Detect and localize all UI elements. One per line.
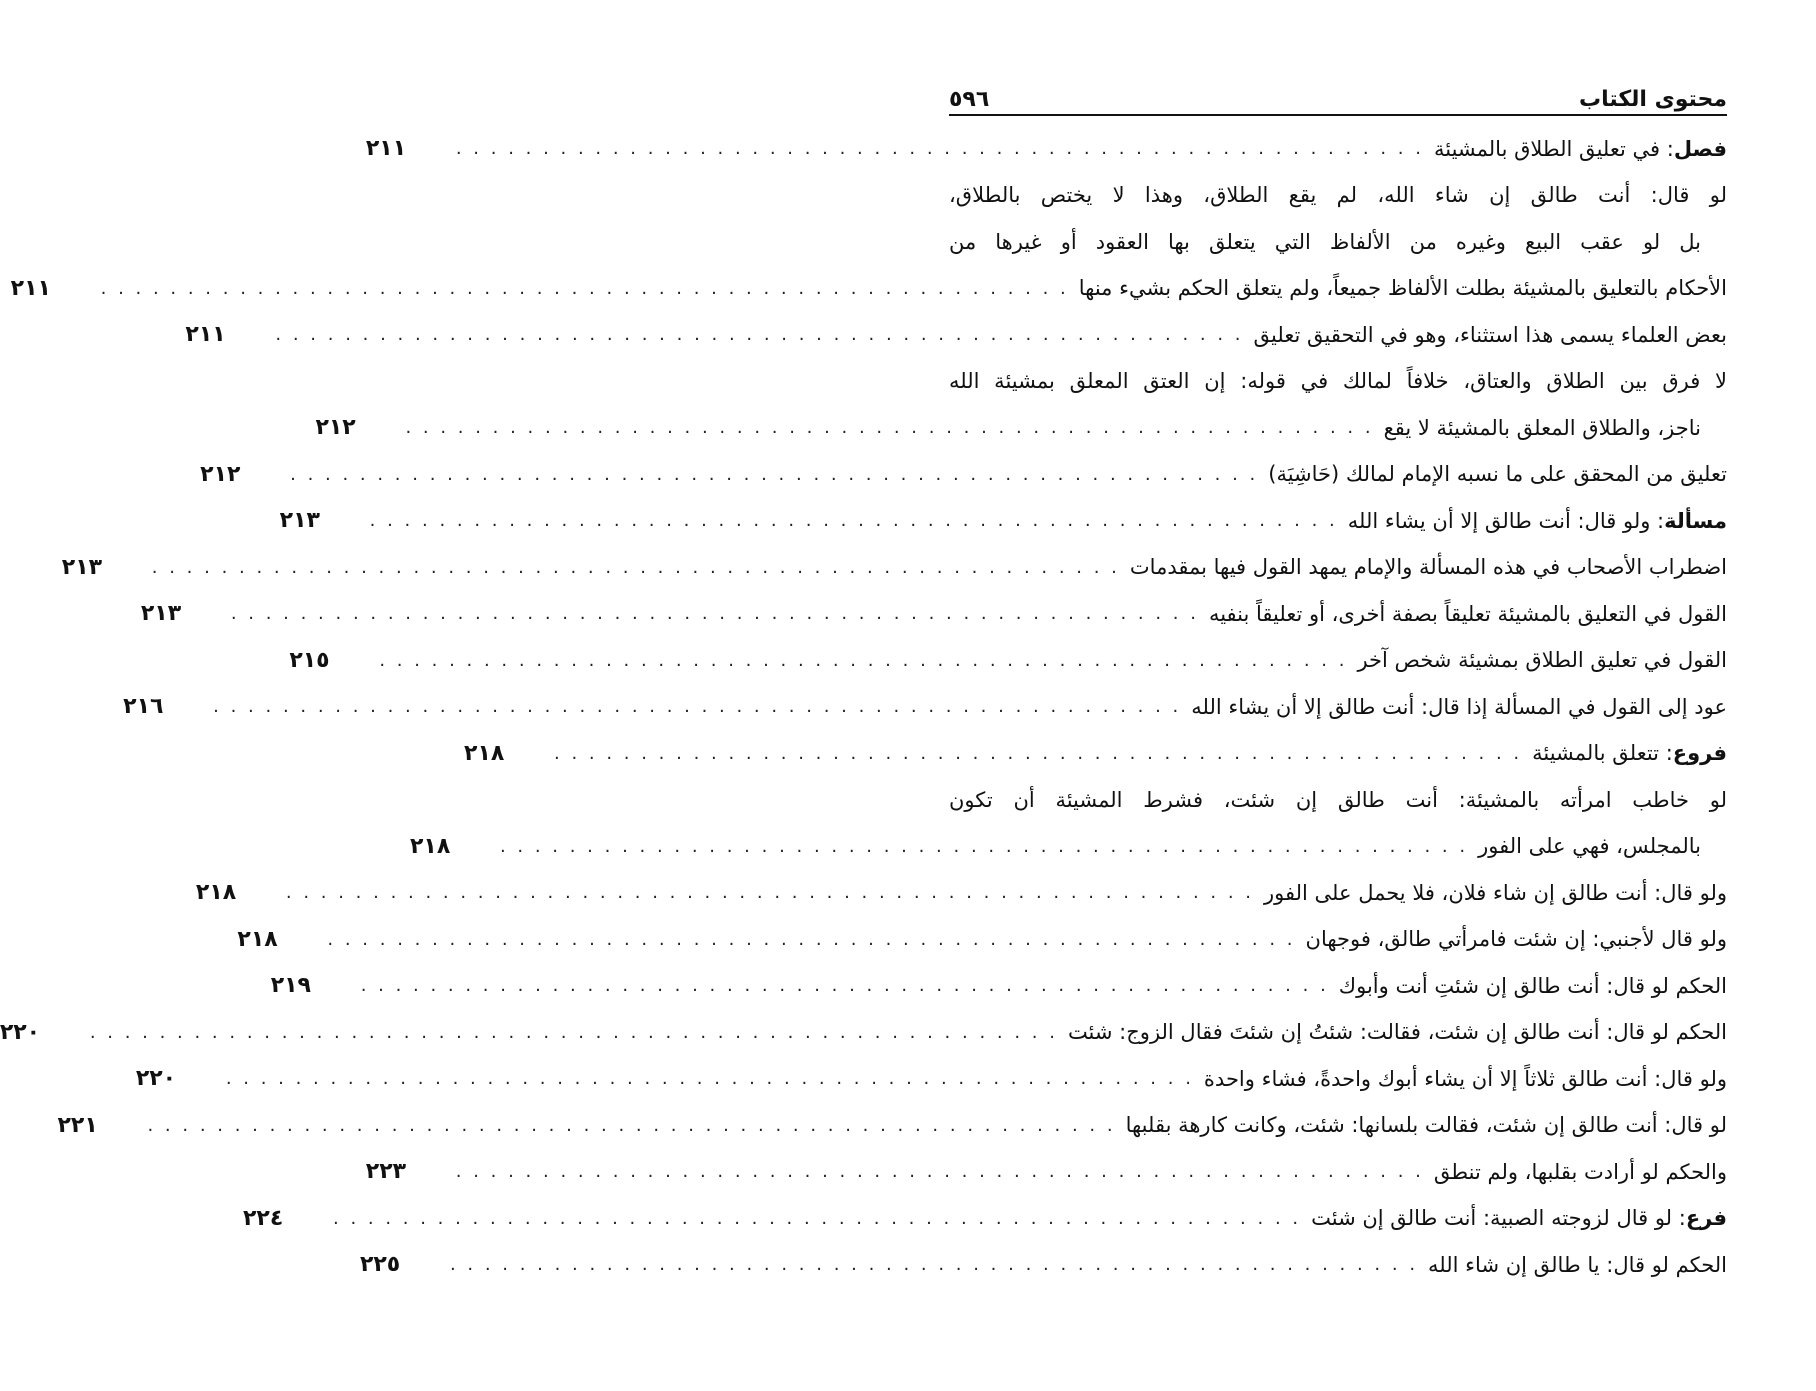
toc-entry [279,498,1727,545]
entry-text: اضطراب الأصحاب في هذه المسألة والإمام يمهد القول فيها بمقدمات [1129,555,1727,580]
toc-entry [464,731,1727,778]
entry-page-number: ٢٢٤ [243,1205,284,1231]
toc-entry [949,777,1727,824]
dot-leader: . . . . . . . . . . . . . . . . . . . . . . . . . . . . . . . . . . . . . . . . . . . . . . . . . . . . . . . . [499,835,1469,857]
toc-entry [195,870,1727,917]
entry-page-number: ٢١٩ [270,973,311,999]
entry-label [1339,974,1727,999]
entry-text: لو خاطب امرأته بالمشيئة: أنت طالق إن شئت، فشرط المشيئة أن تكون [949,787,1727,812]
entry-page-number: ٢١٢ [315,415,356,441]
entry-label [949,230,1727,255]
dot-leader: . . . . . . . . . . . . . . . . . . . . . . . . . . . . . . . . . . . . . . . . . . . . . . . . . . . . . . . . [360,975,1329,997]
entry-text: عود إلى القول في المسألة إذا قال: أنت طالق إلا أن يشاء الله [1191,694,1727,719]
dot-leader: . . . . . . . . . . . . . . . . . . . . . . . . . . . . . . . . . . . . . . . . . . . . . . . . . . . . . . . . [147,1114,1116,1136]
entry-keyword: فروع [1672,741,1727,766]
dot-leader: . . . . . . . . . . . . . . . . . . . . . . . . . . . . . . . . . . . . . . . . . . . . . . . . . . . . . . . . [455,138,1424,160]
entry-text: : لو قال لزوجته الصبية: أنت طالق إن شئت [1311,1206,1686,1231]
running-title: محتوى الكتاب [1578,87,1727,112]
entry-label [1130,555,1727,580]
entry-label [1068,1020,1727,1045]
running-header [949,82,1727,116]
dot-leader: . . . . . . . . . . . . . . . . . . . . . . . . . . . . . . . . . . . . . . . . . . . . . . . . . . . . . . . . [225,1068,1194,1090]
entry-text: لو قال: أنت طالق إن شاء الله، لم يقع الطلاق، وهذا لا يختص بالطلاق، [949,183,1727,208]
entry-label [1434,1160,1727,1185]
entry-text: لو قال: أنت طالق إن شئت، فقالت بلسانها: شئت، وكانت كارهة بقلبها [1125,1113,1727,1138]
entry-page-number: ٢١٢ [200,461,241,487]
toc-entry [185,312,1727,359]
entry-text: : في تعليق الطلاق بالمشيئة [1433,136,1674,161]
dot-leader: . . . . . . . . . . . . . . . . . . . . . . . . . . . . . . . . . . . . . . . . . . . . . . . . . . . . . . . . [455,1161,1424,1183]
entry-page-number: ٢١٥ [289,647,330,673]
page-number: ٥٩٦ [949,87,990,112]
toc-entry [949,359,1727,406]
toc-entry [243,1196,1727,1243]
toc-entry [315,405,1727,452]
dot-leader: . . . . . . . . . . . . . . . . . . . . . . . . . . . . . . . . . . . . . . . . . . . . . . . . . . . . . . . . [290,463,1259,485]
entry-label [1478,834,1727,859]
entry-page-number: ٢١١ [365,136,407,162]
entry-page-number: ٢٢٠ [135,1066,177,1092]
toc-entry [237,917,1727,964]
entry-label [1268,462,1727,487]
entry-text: ولو قال: أنت طالق ثلاثاً إلا أن يشاء أبوك واحدةً، فشاء واحدة [1203,1066,1727,1091]
entry-label [949,183,1727,208]
dot-leader: . . . . . . . . . . . . . . . . . . . . . . . . . . . . . . . . . . . . . . . . . . . . . . . . . . . . . . . . [230,603,1199,625]
entry-label [1306,927,1727,952]
entry-text: القول في التعليق بالمشيئة تعليقاً بصفة أخرى، أو تعليقاً بنفيه [1208,601,1727,626]
entry-text: : تتعلق بالمشيئة [1532,741,1673,766]
toc-entry [359,1242,1727,1289]
entry-label [1384,416,1727,441]
table-of-contents [0,126,1727,1289]
toc-entry [270,963,1727,1010]
toc-entry [57,1103,1727,1150]
toc-entry [365,1149,1727,1196]
entry-label [1254,323,1727,348]
dot-leader: . . . . . . . . . . . . . . . . . . . . . . . . . . . . . . . . . . . . . . . . . . . . . . . . . . . . . . . . [554,742,1523,764]
entry-text: ولو قال: أنت طالق إن شاء فلان، فلا يحمل على الفور [1264,880,1727,905]
entry-page-number: ٢١٣ [140,601,182,627]
toc-entry [61,545,1727,592]
entry-label [1264,881,1727,906]
entry-label [1079,276,1727,301]
entry-label [1348,509,1727,534]
entry-text: ولو قال لأجنبي: إن شئت فامرأتي طالق، فوجهان [1305,927,1727,952]
toc-entry [289,638,1727,685]
toc-entry [949,173,1727,220]
entry-text: تعليق من المحقق على ما نسبه الإمام لمالك (حَاشِيَة) [1268,462,1727,487]
dot-leader: . . . . . . . . . . . . . . . . . . . . . . . . . . . . . . . . . . . . . . . . . . . . . . . . . . . . . . . . [369,510,1338,532]
toc-entry [365,126,1727,173]
entry-page-number: ٢٢١ [57,1112,98,1138]
dot-leader: . . . . . . . . . . . . . . . . . . . . . . . . . . . . . . . . . . . . . . . . . . . . . . . . . . . . . . . . [379,649,1348,671]
entry-page-number: ٢١٨ [409,833,451,859]
toc-entry [409,824,1727,871]
entry-label [1357,648,1727,673]
dot-leader: . . . . . . . . . . . . . . . . . . . . . . . . . . . . . . . . . . . . . . . . . . . . . . . . . . . . . . . . [213,696,1182,718]
toc-entry [135,1056,1727,1103]
dot-leader: . . . . . . . . . . . . . . . . . . . . . . . . . . . . . . . . . . . . . . . . . . . . . . . . . . . . . . . . [333,1207,1302,1229]
entry-page-number: ٢٢٠ [0,1019,41,1045]
dot-leader: . . . . . . . . . . . . . . . . . . . . . . . . . . . . . . . . . . . . . . . . . . . . . . . . . . . . . . . . [327,928,1296,950]
dot-leader: . . . . . . . . . . . . . . . . . . . . . . . . . . . . . . . . . . . . . . . . . . . . . . . . . . . . . . . . [449,1254,1419,1276]
entry-page-number: ٢١٨ [237,926,278,952]
entry-label [1434,137,1727,162]
entry-text: ناجز، والطلاق المعلق بالمشيئة لا يقع [1383,415,1701,440]
entry-page-number: ٢١١ [185,322,226,348]
dot-leader: . . . . . . . . . . . . . . . . . . . . . . . . . . . . . . . . . . . . . . . . . . . . . . . . . . . . . . . . [275,324,1244,346]
entry-text: بعض العلماء يسمى هذا استثناء، وهو في التحقيق تعليق [1253,322,1727,347]
entry-text: الحكم لو قال: أنت طالق إن شئتِ أنت وأبوك [1338,973,1727,998]
entry-label [1191,695,1727,720]
entry-text: لا فرق بين الطلاق والعتاق، خلافاً لمالك في قوله: إن العتق المعلق بمشيئة الله [949,369,1727,394]
entry-keyword: فرع [1685,1206,1727,1231]
entry-text: بالمجلس، فهي على الفور [1478,834,1701,859]
entry-page-number: ٢١٨ [464,740,505,766]
toc-entry [140,591,1727,638]
dot-leader: . . . . . . . . . . . . . . . . . . . . . . . . . . . . . . . . . . . . . . . . . . . . . . . . . . . . . . . . [405,417,1374,439]
toc-entry [10,266,1727,313]
dot-leader: . . . . . . . . . . . . . . . . . . . . . . . . . . . . . . . . . . . . . . . . . . . . . . . . . . . . . . . . [100,277,1069,299]
entry-label [1126,1113,1727,1138]
entry-text: الحكم لو قال: أنت طالق إن شئت، فقالت: شئتُ إن شئتَ فقال الزوج: شئت [1067,1020,1727,1045]
entry-text: والحكم لو أرادت بقلبها، ولم تنطق [1433,1159,1727,1184]
entry-text: الأحكام بالتعليق بالمشيئة بطلت الألفاظ جميعاً، ولم يتعلق الحكم بشيء منها [1078,276,1727,301]
dot-leader: . . . . . . . . . . . . . . . . . . . . . . . . . . . . . . . . . . . . . . . . . . . . . . . . . . . . . . . . [285,882,1255,904]
entry-page-number: ٢١١ [10,275,51,301]
entry-text: : ولو قال: أنت طالق إلا أن يشاء الله [1347,508,1665,533]
entry-label [1428,1253,1727,1278]
entry-label [1204,1067,1727,1092]
entry-text: القول في تعليق الطلاق بمشيئة شخص آخر [1357,648,1727,673]
entry-keyword: مسألة [1664,508,1727,533]
entry-keyword: فصل [1673,136,1727,161]
entry-text: بل لو عقب البيع وغيره من الألفاظ التي يتعلق بها العقود أو غيرها من [949,229,1701,254]
toc-entry [949,219,1727,266]
entry-label [1532,741,1727,766]
entry-page-number: ٢١٣ [279,508,320,534]
entry-label [949,788,1727,813]
entry-label [1311,1206,1727,1231]
entry-label [949,369,1727,394]
dot-leader: . . . . . . . . . . . . . . . . . . . . . . . . . . . . . . . . . . . . . . . . . . . . . . . . . . . . . . . . [151,556,1120,578]
entry-page-number: ٢١٨ [195,880,237,906]
entry-page-number: ٢١٣ [61,554,103,580]
entry-text: الحكم لو قال: يا طالق إن شاء الله [1428,1252,1727,1277]
entry-page-number: ٢٢٥ [359,1252,401,1278]
entry-page-number: ٢١٦ [123,694,164,720]
entry-label [1209,602,1727,627]
toc-entry [123,684,1727,731]
dot-leader: . . . . . . . . . . . . . . . . . . . . . . . . . . . . . . . . . . . . . . . . . . . . . . . . . . . . . . . . [89,1021,1058,1043]
toc-entry [0,1010,1727,1057]
entry-page-number: ٢٢٣ [365,1159,407,1185]
toc-entry [200,452,1727,499]
